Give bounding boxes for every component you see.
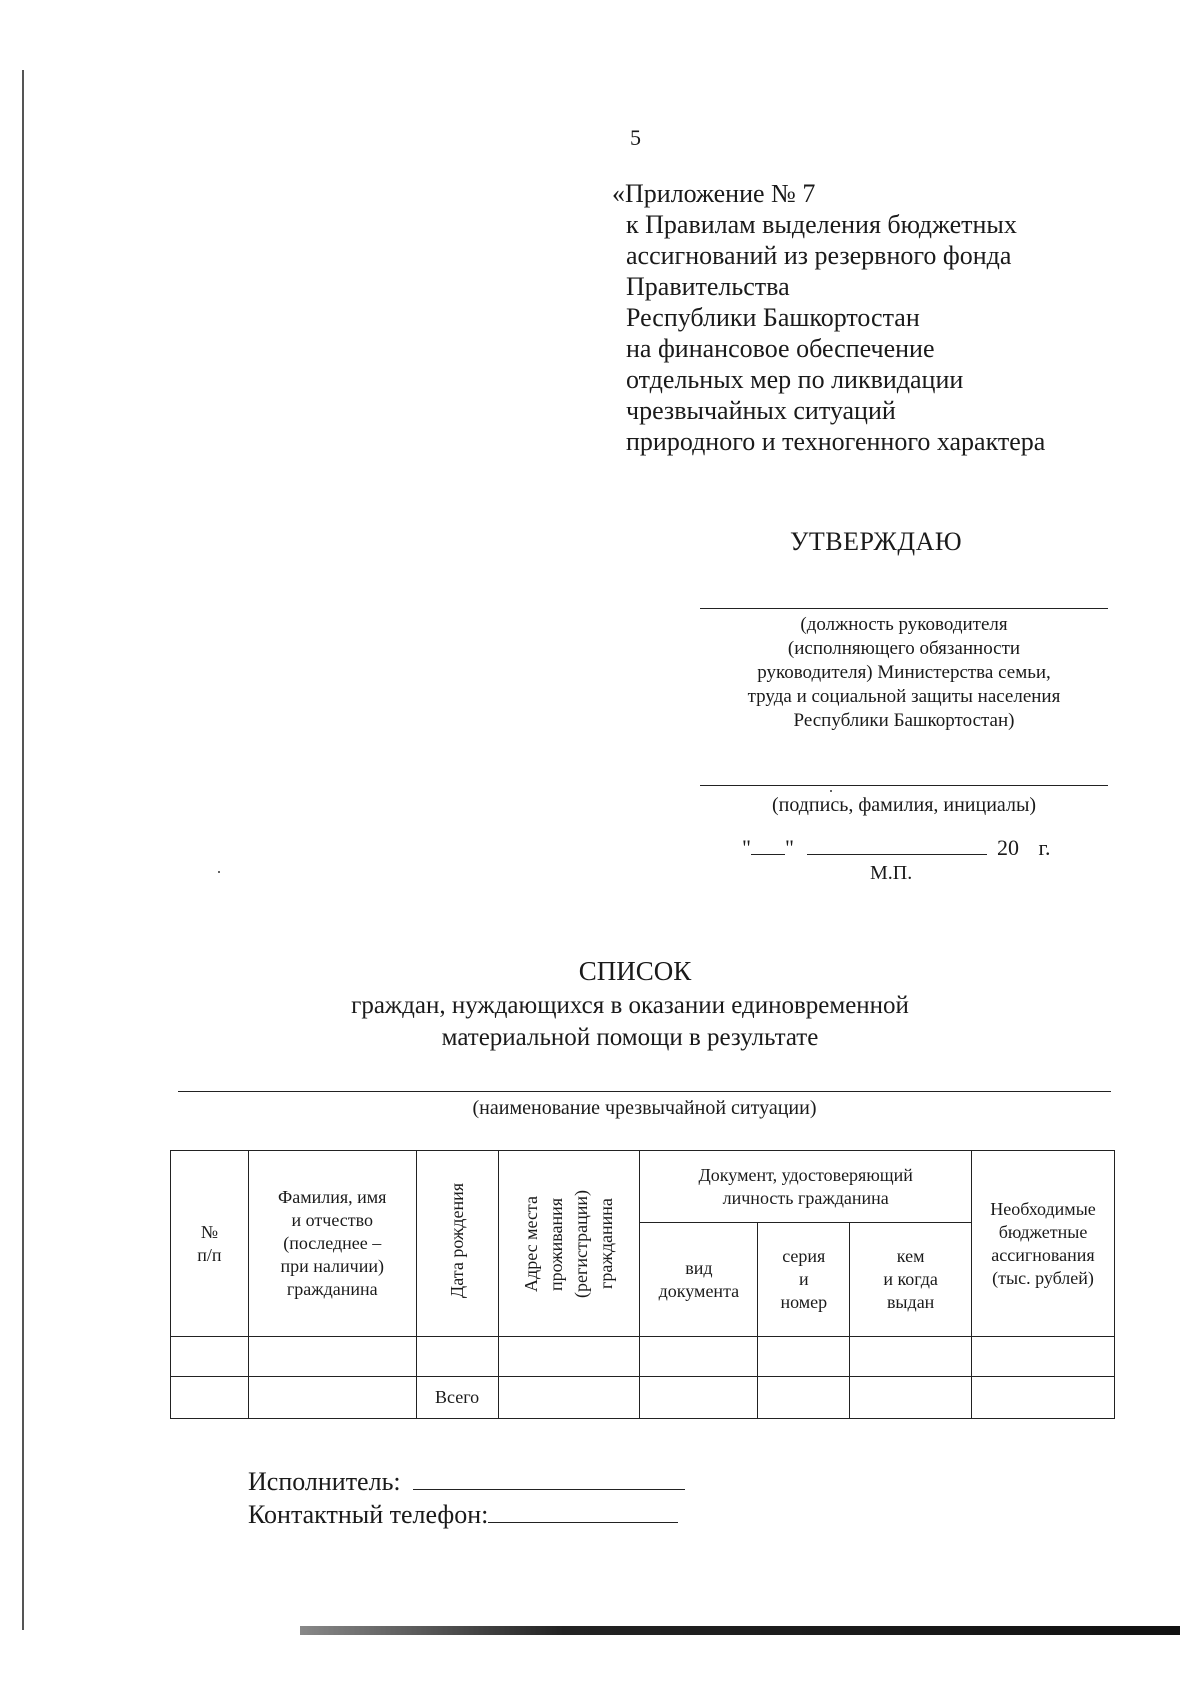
date-year-suffix: г. <box>1038 835 1051 860</box>
date-quote-close: " <box>784 835 794 860</box>
executor-blank <box>413 1467 685 1490</box>
table-total-row <box>171 1377 1115 1419</box>
header-text: гражданина <box>595 1198 616 1289</box>
total-label: Всего <box>416 1377 498 1419</box>
table-cell <box>171 1377 249 1419</box>
emergency-caption: (наименование чрезвычайной ситуации) <box>472 1097 817 1119</box>
header-text: вид <box>685 1257 713 1278</box>
header-text: Документ, удостоверяющий <box>698 1164 913 1185</box>
annex-line: природного и техногенного характера <box>626 427 1046 456</box>
header-text: серия <box>782 1246 826 1266</box>
table-cell <box>416 1337 498 1377</box>
table-cell <box>972 1337 1115 1377</box>
header-budget <box>972 1151 1115 1337</box>
header-text: (тыс. рублей) <box>992 1267 1094 1288</box>
header-text: № <box>200 1221 219 1242</box>
header-document-series <box>758 1223 850 1337</box>
header-text: Необходимые <box>990 1198 1096 1219</box>
position-caption-line: руководителя) Министерства семьи, <box>757 662 1051 683</box>
scan-speck <box>830 790 832 792</box>
annex-line: Правительства <box>626 272 790 301</box>
table-cell <box>248 1377 416 1419</box>
table-cell <box>850 1337 972 1377</box>
header-text: бюджетные <box>998 1221 1088 1242</box>
header-text: Фамилия, имя <box>278 1187 387 1207</box>
table-row <box>171 1337 1115 1377</box>
header-text: (последнее – <box>283 1233 382 1253</box>
scan-edge-left <box>22 70 24 1630</box>
header-text: ассигнования <box>991 1244 1095 1265</box>
citizens-table <box>170 1150 1115 1419</box>
date-quote-open: " <box>742 835 751 860</box>
phone-blank <box>488 1500 678 1523</box>
header-address-text <box>502 1190 637 1298</box>
header-text: Дата рождения <box>446 1182 467 1299</box>
header-document-type <box>640 1223 758 1337</box>
header-text: проживания <box>545 1196 566 1291</box>
table-cell <box>972 1377 1115 1419</box>
header-text: выдан <box>886 1292 935 1312</box>
annex-line: на финансовое обеспечение <box>626 334 935 363</box>
position-caption-line: Республики Башкортостан) <box>793 710 1015 731</box>
phone-label: Контактный телефон: <box>248 1500 489 1529</box>
table-cell <box>171 1337 249 1377</box>
list-title: СПИСОК <box>578 956 692 986</box>
month-blank <box>807 836 987 855</box>
scan-edge-bottom <box>300 1626 1180 1635</box>
position-caption-line: (должность руководителя <box>800 614 1008 635</box>
subtitle-line: материальной помощи в результате <box>441 1024 819 1051</box>
annex-line: ассигнований из резервного фонда <box>626 241 1012 270</box>
emergency-line <box>178 1091 1111 1092</box>
table-header-row <box>171 1151 1115 1223</box>
header-text: гражданина <box>286 1279 378 1299</box>
header-birth-date <box>416 1151 498 1337</box>
header-text: (регистрации) <box>570 1189 591 1298</box>
executor-block <box>248 1465 685 1531</box>
signature-caption: (подпись, фамилия, инициалы) <box>771 794 1037 816</box>
position-caption-line: (исполняющего обязанности <box>787 638 1021 659</box>
position-caption-line: труда и социальной защиты населения <box>747 686 1061 707</box>
signature-line <box>700 785 1108 786</box>
header-text: и когда <box>883 1269 938 1289</box>
header-text: номер <box>780 1292 828 1312</box>
table-cell <box>850 1377 972 1419</box>
header-text: Адрес места <box>520 1195 541 1292</box>
table-cell <box>498 1337 640 1377</box>
table-cell <box>758 1377 850 1419</box>
annex-line: отдельных мер по ликвидации <box>626 365 964 394</box>
table-cell <box>758 1337 850 1377</box>
list-subtitle <box>280 990 980 1054</box>
phone-line <box>248 1498 685 1531</box>
header-text: и <box>798 1269 809 1289</box>
annex-line: Республики Башкортостан <box>626 303 920 332</box>
approval-heading: УТВЕРЖДАЮ <box>790 527 963 556</box>
header-text: и отчество <box>291 1210 373 1230</box>
day-blank <box>751 836 785 855</box>
header-text: личность гражданина <box>722 1187 889 1208</box>
annex-header <box>612 178 1045 457</box>
header-document-issued <box>850 1223 972 1337</box>
scan-speck <box>218 871 220 873</box>
stamp-place: М.П. <box>870 862 913 884</box>
table-cell <box>640 1337 758 1377</box>
annex-line: «Приложение № 7 <box>612 179 816 208</box>
position-caption <box>680 613 1128 733</box>
executor-line <box>248 1465 685 1498</box>
header-address <box>498 1151 640 1337</box>
table-cell <box>640 1377 758 1419</box>
header-identity-document <box>640 1151 972 1223</box>
table-cell <box>248 1337 416 1377</box>
annex-line: чрезвычайных ситуаций <box>626 396 896 425</box>
header-number <box>171 1151 249 1337</box>
subtitle-line: граждан, нуждающихся в оказании единовременной <box>351 992 909 1019</box>
header-text: при наличии) <box>280 1256 384 1276</box>
header-text: п/п <box>197 1244 222 1265</box>
executor-label: Исполнитель: <box>248 1467 401 1496</box>
approval-date-line <box>742 835 1051 861</box>
annex-line: к Правилам выделения бюджетных <box>626 210 1017 239</box>
date-year: 20 <box>996 835 1019 860</box>
position-line <box>700 608 1108 609</box>
header-full-name <box>248 1151 416 1337</box>
header-text: кем <box>896 1246 925 1266</box>
header-text: документа <box>658 1280 740 1301</box>
table-cell <box>498 1377 640 1419</box>
page-number: 5 <box>630 125 641 150</box>
